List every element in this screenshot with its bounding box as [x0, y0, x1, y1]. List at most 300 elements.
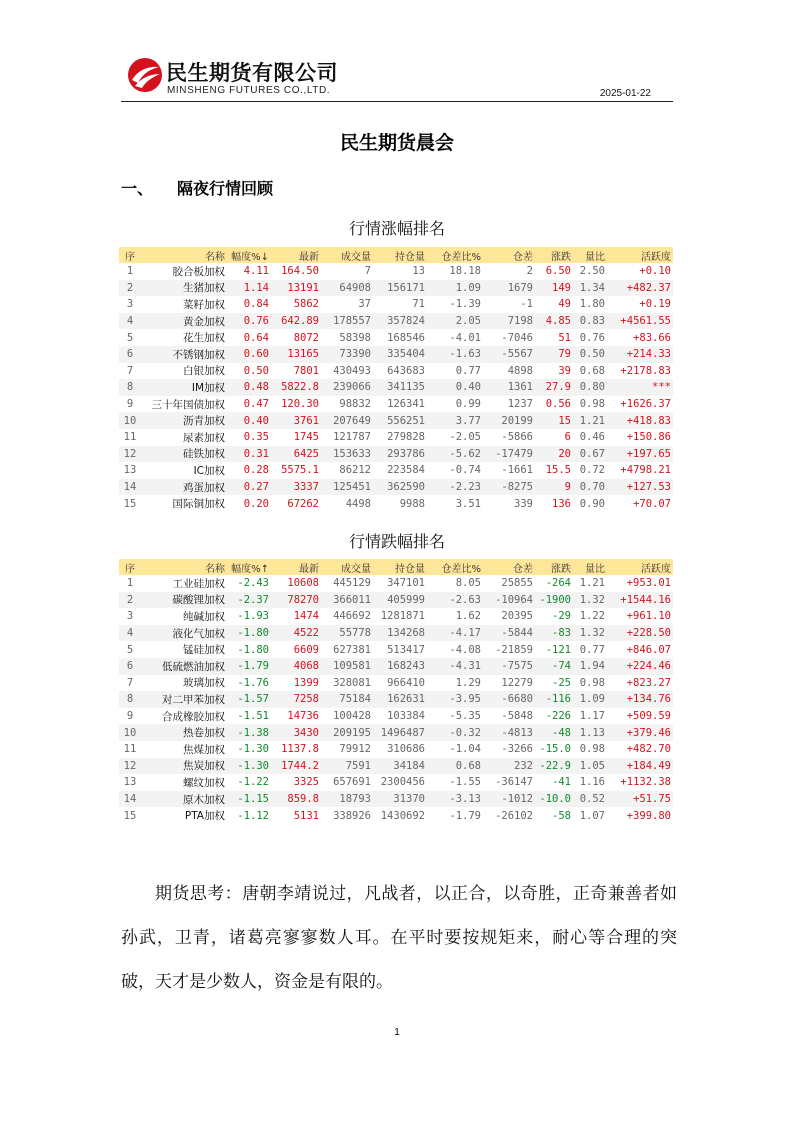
- table-row[interactable]: [119, 741, 673, 758]
- table-cell: 1: [126, 577, 134, 590]
- table-row[interactable]: [119, 675, 673, 692]
- table-cell: -226: [545, 710, 571, 723]
- table-cell: 0.60: [227, 346, 271, 363]
- table-cell: -116: [535, 691, 573, 708]
- table-cell: 1.34: [573, 280, 607, 297]
- table-cell: 136: [552, 497, 571, 510]
- table-cell: 0.28: [243, 464, 269, 477]
- table-cell: 1.94: [573, 658, 607, 675]
- table-cell: -83: [535, 625, 573, 642]
- table-cell: -1.79: [227, 658, 271, 675]
- table-cell: 168243: [373, 658, 427, 675]
- table-cell: 6: [119, 346, 141, 363]
- table-row[interactable]: [119, 363, 673, 380]
- table-header-row: [119, 559, 673, 575]
- table-cell: 0.27: [227, 479, 271, 496]
- table-cell: 341135: [373, 379, 427, 396]
- table-cell: 7198: [483, 313, 535, 330]
- section-number: 一、: [121, 179, 154, 198]
- table-row[interactable]: [119, 346, 673, 363]
- table-cell: 1: [126, 265, 134, 278]
- table-row[interactable]: [119, 313, 673, 330]
- table-cell: 126341: [387, 398, 425, 411]
- table-cell: 357824: [373, 313, 427, 330]
- table-row[interactable]: [119, 708, 673, 725]
- table-cell: 6: [564, 431, 571, 444]
- table-cell: 0.90: [579, 497, 605, 510]
- table-cell: 20395: [501, 610, 533, 623]
- table-cell: 1237: [507, 398, 533, 411]
- table-cell: IM加权: [141, 379, 227, 396]
- column-header[interactable]: 成交量: [321, 247, 373, 263]
- table-cell: -5844: [483, 625, 535, 642]
- table-cell: 14: [119, 479, 141, 496]
- column-header[interactable]: 幅度%↓: [227, 247, 271, 263]
- table-cell: +51.75: [607, 791, 673, 808]
- table-cell: 3.77: [427, 412, 483, 429]
- table-cell: -6680: [483, 691, 535, 708]
- table-cell: -1.39: [449, 298, 481, 311]
- table-cell: 67262: [287, 497, 319, 510]
- table-cell: -121: [545, 643, 571, 656]
- table-cell: 9: [126, 710, 134, 723]
- table-cell: -1.57: [227, 691, 271, 708]
- table-cell: 0.52: [573, 791, 607, 808]
- table-cell: -1.76: [237, 676, 269, 689]
- table-row[interactable]: [119, 412, 673, 429]
- table-row[interactable]: [119, 807, 673, 824]
- table-cell: -1.22: [237, 776, 269, 789]
- table-cell: -1661: [501, 464, 533, 477]
- table-cell: 6609: [293, 643, 319, 656]
- table-cell: 1.07: [579, 809, 605, 822]
- table-cell: -1.51: [237, 710, 269, 723]
- table-cell: 2.05: [427, 313, 483, 330]
- column-header[interactable]: 名称: [141, 559, 227, 575]
- table-cell: -15.0: [539, 743, 571, 756]
- table-cell: 1.09: [573, 691, 607, 708]
- table-cell: -0.32: [427, 724, 483, 741]
- table-cell: -48: [535, 724, 573, 741]
- table-cell: -1.79: [449, 809, 481, 822]
- table-cell: -5848: [501, 710, 533, 723]
- table-cell: 原木加权: [141, 791, 227, 808]
- section-heading: [121, 176, 273, 199]
- losers-caption: 行情跌幅排名: [348, 532, 445, 551]
- table-cell: 121787: [333, 431, 371, 444]
- table-cell: 556251: [373, 412, 427, 429]
- table-row[interactable]: [119, 608, 673, 625]
- table-cell: 513417: [387, 643, 425, 656]
- table-cell: -22.9: [535, 758, 573, 775]
- table-cell: 1361: [483, 379, 535, 396]
- table-cell: -1.55: [449, 776, 481, 789]
- table-cell: -41: [552, 776, 571, 789]
- table-cell: 8.05: [455, 577, 481, 590]
- table-cell: -1.30: [237, 743, 269, 756]
- table-cell: 12: [119, 446, 141, 463]
- table-cell: 三十年国债加权: [151, 398, 225, 411]
- column-header[interactable]: 最新: [271, 559, 321, 575]
- table-cell: 58398: [339, 331, 371, 344]
- table-row[interactable]: [119, 658, 673, 675]
- column-header[interactable]: 涨跌: [535, 559, 573, 575]
- table-cell: 239066: [321, 379, 373, 396]
- table-cell: 2.50: [579, 265, 605, 278]
- table-row[interactable]: [119, 575, 673, 592]
- table-cell: 335404: [373, 346, 427, 363]
- column-header[interactable]: 持仓量: [373, 247, 427, 263]
- table-cell: 1281871: [380, 610, 425, 623]
- table-cell: 55778: [321, 625, 373, 642]
- table-cell: 生猪加权: [141, 280, 227, 297]
- table-cell: 0.35: [243, 431, 269, 444]
- column-header[interactable]: 量比: [573, 247, 607, 263]
- table-cell: 9: [126, 398, 134, 411]
- table-cell: +70.07: [633, 497, 671, 510]
- column-header[interactable]: 涨跌: [535, 247, 573, 263]
- table-cell: 5862: [293, 298, 319, 311]
- table-cell: 1.29: [455, 676, 481, 689]
- table-cell: 7: [126, 676, 134, 689]
- table-cell: 120.30: [281, 398, 319, 411]
- table-cell: -4.01: [449, 331, 481, 344]
- table-row[interactable]: [119, 396, 673, 413]
- table-cell: 134268: [373, 625, 427, 642]
- table-cell: 73390: [321, 346, 373, 363]
- table-cell: 78270: [271, 592, 321, 609]
- table-cell: 79912: [339, 743, 371, 756]
- table-row[interactable]: [119, 263, 673, 280]
- table-cell: 0.84: [243, 298, 269, 311]
- table-cell: 螺纹加权: [183, 776, 225, 789]
- table-cell: 0.76: [227, 313, 271, 330]
- table-row[interactable]: [119, 641, 673, 658]
- table-cell: 合成橡胶加权: [162, 710, 225, 723]
- table-cell: 8: [119, 691, 141, 708]
- table-cell: 125451: [321, 479, 373, 496]
- table-cell: 0.83: [573, 313, 607, 330]
- table-cell: IC加权: [193, 464, 225, 477]
- table-row[interactable]: [119, 329, 673, 346]
- table-cell: 4: [119, 313, 141, 330]
- column-header[interactable]: 仓差比%: [427, 559, 483, 575]
- table-cell: 3: [126, 610, 134, 623]
- table-cell: -2.37: [227, 592, 271, 609]
- table-cell: 0.47: [243, 398, 269, 411]
- table-cell: 1.32: [573, 592, 607, 609]
- table-cell: 4498: [345, 497, 371, 510]
- table-cell: 328081: [333, 676, 371, 689]
- table-cell: +953.01: [626, 577, 671, 590]
- table-cell: 339: [514, 497, 533, 510]
- table-cell: 6425: [271, 446, 321, 463]
- table-cell: 168546: [387, 331, 425, 344]
- table-cell: 9: [535, 479, 573, 496]
- table-cell: -26102: [495, 809, 533, 822]
- table-cell: 0.76: [579, 331, 605, 344]
- table-row[interactable]: [119, 280, 673, 297]
- table-cell: 5822.8: [271, 379, 321, 396]
- losers-table: [119, 559, 673, 824]
- table-cell: 3761: [271, 412, 321, 429]
- table-cell: -1.04: [449, 743, 481, 756]
- table-cell: 7591: [321, 758, 373, 775]
- table-row[interactable]: [119, 429, 673, 446]
- table-row[interactable]: [119, 774, 673, 791]
- table-cell: 0.68: [579, 364, 605, 377]
- table-cell: 14736: [287, 710, 319, 723]
- table-cell: 6: [119, 658, 141, 675]
- table-cell: 7258: [271, 691, 321, 708]
- table-cell: 0.70: [573, 479, 607, 496]
- column-header[interactable]: 仓差: [483, 559, 535, 575]
- table-cell: 1.09: [427, 280, 483, 297]
- table-cell: +2178.83: [620, 364, 671, 377]
- column-header[interactable]: 幅度%↑: [227, 559, 271, 575]
- table-cell: 6.50: [545, 265, 571, 278]
- table-cell: 11: [123, 743, 137, 756]
- table-cell: 13165: [271, 346, 321, 363]
- table-cell: 5575.1: [281, 464, 319, 477]
- table-row[interactable]: [119, 592, 673, 609]
- table-cell: 13: [123, 776, 137, 789]
- table-cell: 4: [119, 625, 141, 642]
- table-cell: 293786: [373, 446, 427, 463]
- table-cell: 1.62: [455, 610, 481, 623]
- table-cell: +4798.21: [620, 464, 671, 477]
- table-cell: 405999: [373, 592, 427, 609]
- table-cell: 178557: [321, 313, 373, 330]
- table-cell: 232: [483, 758, 535, 775]
- table-cell: 0.64: [243, 331, 269, 344]
- table-cell: -5567: [483, 346, 535, 363]
- logo-swoosh-icon: [126, 56, 164, 94]
- table-cell: 109581: [321, 658, 373, 675]
- table-row[interactable]: [119, 791, 673, 808]
- table-cell: 0.72: [579, 464, 605, 477]
- logo-chinese-name: 民生期货有限公司: [166, 61, 338, 85]
- table-cell: 15.5: [545, 464, 571, 477]
- table-cell: 31370: [373, 791, 427, 808]
- table-cell: 7: [126, 364, 134, 377]
- table-cell: 8072: [293, 331, 319, 344]
- table-cell: 1679: [483, 280, 535, 297]
- table-cell: 223584: [387, 464, 425, 477]
- table-cell: 3: [126, 298, 134, 311]
- table-cell: -3266: [501, 743, 533, 756]
- table-cell: -21859: [495, 643, 533, 656]
- column-header[interactable]: 序: [119, 247, 141, 263]
- table-cell: 2: [526, 265, 533, 278]
- table-cell: +418.83: [607, 412, 673, 429]
- table-cell: -1.80: [237, 643, 269, 656]
- table-cell: 366011: [321, 592, 373, 609]
- table-row[interactable]: [119, 724, 673, 741]
- column-header[interactable]: 活跃度: [607, 559, 673, 575]
- table-cell: 4.85: [535, 313, 573, 330]
- table-cell: 1399: [293, 676, 319, 689]
- table-cell: -4.08: [449, 643, 481, 656]
- table-cell: 64908: [321, 280, 373, 297]
- table-cell: 0.77: [455, 364, 481, 377]
- table-cell: 花生加权: [183, 332, 225, 345]
- table-cell: +134.76: [607, 691, 673, 708]
- table-cell: 0.56: [545, 398, 571, 411]
- table-cell: 18.18: [449, 265, 481, 278]
- table-cell: 1744.2: [271, 758, 321, 775]
- table-row[interactable]: [119, 495, 673, 512]
- table-cell: +823.27: [626, 676, 671, 689]
- table-cell: 20: [535, 446, 573, 463]
- table-cell: 859.8: [271, 791, 321, 808]
- table-cell: 0.99: [455, 398, 481, 411]
- table-cell: -1: [520, 298, 533, 311]
- table-cell: 34184: [373, 758, 427, 775]
- table-cell: 焦炭加权: [141, 758, 227, 775]
- column-header[interactable]: 序: [119, 559, 141, 575]
- table-cell: 11: [123, 431, 137, 444]
- table-row[interactable]: [119, 758, 673, 775]
- table-cell: 966410: [387, 676, 425, 689]
- table-cell: 0.80: [573, 379, 607, 396]
- table-cell: 164.50: [281, 265, 319, 278]
- table-cell: 液化气加权: [141, 625, 227, 642]
- table-cell: 5: [126, 643, 134, 656]
- table-cell: 1.32: [573, 625, 607, 642]
- column-header[interactable]: 仓差: [483, 247, 535, 263]
- table-row[interactable]: [119, 625, 673, 642]
- table-cell: -36147: [495, 776, 533, 789]
- table-row[interactable]: [119, 479, 673, 496]
- report-date: 2025-01-22: [599, 88, 651, 99]
- column-header[interactable]: 活跃度: [607, 247, 673, 263]
- table-cell: 0.48: [227, 379, 271, 396]
- table-cell: -7575: [483, 658, 535, 675]
- table-cell: 49: [558, 298, 571, 311]
- table-cell: +1626.37: [620, 398, 671, 411]
- table-cell: 白银加权: [183, 365, 225, 378]
- column-header[interactable]: 量比: [573, 559, 607, 575]
- table-cell: +482.37: [607, 280, 673, 297]
- column-header[interactable]: 最新: [271, 247, 321, 263]
- table-cell: 12: [119, 758, 141, 775]
- table-cell: -2.23: [427, 479, 483, 496]
- table-cell: 0.46: [579, 431, 605, 444]
- table-cell: 51: [558, 331, 571, 344]
- company-logo: [126, 56, 366, 100]
- table-cell: -264: [545, 577, 571, 590]
- table-cell: 153633: [321, 446, 373, 463]
- table-cell: -1.38: [227, 724, 271, 741]
- table-cell: +399.80: [626, 809, 671, 822]
- table-cell: -4.31: [427, 658, 483, 675]
- table-cell: 445129: [333, 577, 371, 590]
- table-cell: -4.17: [427, 625, 483, 642]
- table-cell: 0.40: [227, 412, 271, 429]
- table-header-row: [119, 247, 673, 263]
- table-row[interactable]: [119, 446, 673, 463]
- table-cell: 27.9: [535, 379, 573, 396]
- table-cell: 尿素加权: [183, 431, 225, 444]
- table-cell: -1.63: [427, 346, 483, 363]
- table-cell: -2.05: [449, 431, 481, 444]
- table-cell: 0.67: [573, 446, 607, 463]
- table-cell: 工业硅加权: [172, 577, 225, 590]
- table-cell: 13191: [271, 280, 321, 297]
- table-cell: 18793: [321, 791, 373, 808]
- table-cell: +509.59: [626, 710, 671, 723]
- table-cell: 642.89: [271, 313, 321, 330]
- table-cell: -10.0: [535, 791, 573, 808]
- table-cell: +214.33: [607, 346, 673, 363]
- column-header[interactable]: 仓差比%: [427, 247, 483, 263]
- column-header[interactable]: 成交量: [321, 559, 373, 575]
- table-cell: +83.66: [633, 331, 671, 344]
- table-cell: -1.30: [227, 758, 271, 775]
- table-cell: -5.35: [449, 710, 481, 723]
- table-cell: 1.14: [227, 280, 271, 297]
- document-title: 民生期货晨会: [339, 132, 454, 154]
- table-cell: 3337: [271, 479, 321, 496]
- body-paragraph: 期货思考：唐朝李靖说过，凡战者，以正合，以奇胜，正奇兼善者如孙武，卫青，诸葛亮寥寥数人耳。在平时要按规矩来，耐心等合理的突破，天才是少数人，资金是有限的。: [121, 884, 677, 992]
- table-cell: 1.21: [573, 412, 607, 429]
- table-cell: +197.65: [607, 446, 673, 463]
- table-cell: 156171: [373, 280, 427, 297]
- table-cell: -1.12: [237, 809, 269, 822]
- table-cell: -25: [552, 676, 571, 689]
- table-cell: -58: [552, 809, 571, 822]
- table-cell: 0.98: [579, 676, 605, 689]
- table-cell: 10608: [287, 577, 319, 590]
- table-cell: +1544.16: [607, 592, 673, 609]
- table-cell: 不锈钢加权: [141, 346, 227, 363]
- table-cell: -29: [552, 610, 571, 623]
- column-header[interactable]: 名称: [141, 247, 227, 263]
- table-row[interactable]: [119, 296, 673, 313]
- table-cell: 胶合板加权: [172, 265, 225, 278]
- table-cell: +4561.55: [607, 313, 673, 330]
- table-cell: 焦煤加权: [183, 743, 225, 756]
- table-row[interactable]: [119, 462, 673, 479]
- table-cell: 25855: [501, 577, 533, 590]
- table-cell: 5: [126, 331, 134, 344]
- table-cell: 209195: [321, 724, 373, 741]
- table-cell: 0.77: [579, 643, 605, 656]
- table-cell: 5131: [293, 809, 319, 822]
- page-number: 1: [394, 1027, 400, 1038]
- table-cell: 碳酸锂加权: [141, 592, 227, 609]
- table-cell: +1132.38: [620, 776, 671, 789]
- table-cell: 0.98: [579, 743, 605, 756]
- table-cell: 7: [364, 265, 371, 278]
- table-row[interactable]: [119, 691, 673, 708]
- table-cell: 347101: [387, 577, 425, 590]
- table-cell: -8275: [483, 479, 535, 496]
- table-cell: 9988: [399, 497, 425, 510]
- table-cell: 446692: [333, 610, 371, 623]
- table-cell: 1137.8: [281, 743, 319, 756]
- table-row[interactable]: [119, 379, 673, 396]
- table-cell: -74: [535, 658, 573, 675]
- column-header[interactable]: 持仓量: [373, 559, 427, 575]
- logo-english-name: MINSHENG FUTURES CO.,LTD.: [167, 85, 331, 96]
- table-cell: 13: [123, 464, 137, 477]
- table-cell: -0.74: [449, 464, 481, 477]
- table-cell: 0.68: [427, 758, 483, 775]
- table-cell: PTA加权: [184, 810, 225, 823]
- table-cell: 430493: [333, 364, 371, 377]
